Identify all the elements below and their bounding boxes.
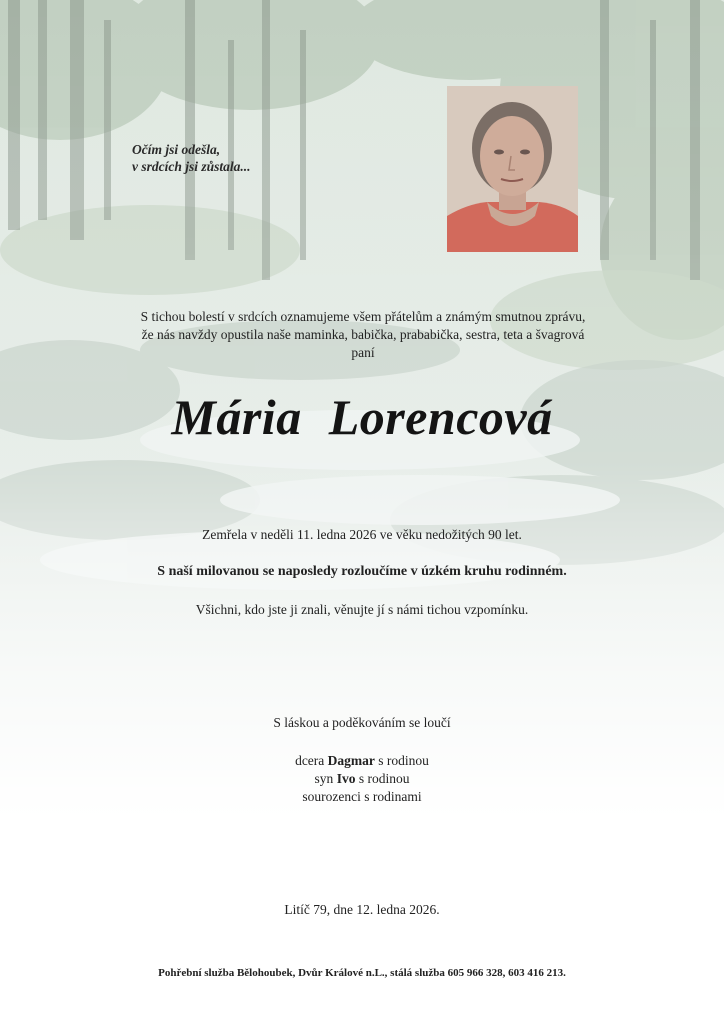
mourners-list — [0, 752, 724, 806]
memorial-quote — [132, 141, 332, 175]
quote-line-1: Očím jsi odešla, — [132, 142, 221, 157]
mourner-line: syn Ivo s rodinou — [314, 771, 410, 786]
announcement-text — [90, 308, 636, 362]
announcement-line-2: že nás navždy opustila naše maminka, babička, prababička, sestra, teta a švagrová — [141, 327, 585, 342]
funeral-service-footer: Pohřební služba Bělohoubek, Dvůr Králové n.L., stálá služba 605 966 328, 603 416 213. — [158, 967, 566, 979]
announcement-line-1: S tichou bolestí v srdcích oznamujeme všem přátelům a známým smutnou zprávu, — [140, 309, 586, 324]
death-notice: Zemřela v neděli 11. ledna 2026 ve věku nedožitých 90 let. — [202, 527, 522, 542]
mourner-line: dcera Dagmar s rodinou — [295, 753, 429, 768]
remembrance-text: Všichni, kdo jste ji znali, věnujte jí s námi tichou vzpomínku. — [195, 602, 529, 617]
announcement-line-3: paní — [351, 345, 375, 360]
deceased-name: Mária Lorencová — [171, 389, 553, 445]
portrait-photo — [447, 86, 578, 252]
thanks-text: S láskou a poděkováním se loučí — [273, 715, 451, 730]
farewell-notice: S naší milovanou se naposledy rozloučíme v úzkém kruhu rodinném. — [157, 564, 567, 579]
quote-line-2: v srdcích jsi zůstala... — [132, 159, 251, 174]
mourner-line: sourozenci s rodinami — [302, 789, 422, 804]
place-date: Litíč 79, dne 12. ledna 2026. — [284, 902, 440, 917]
